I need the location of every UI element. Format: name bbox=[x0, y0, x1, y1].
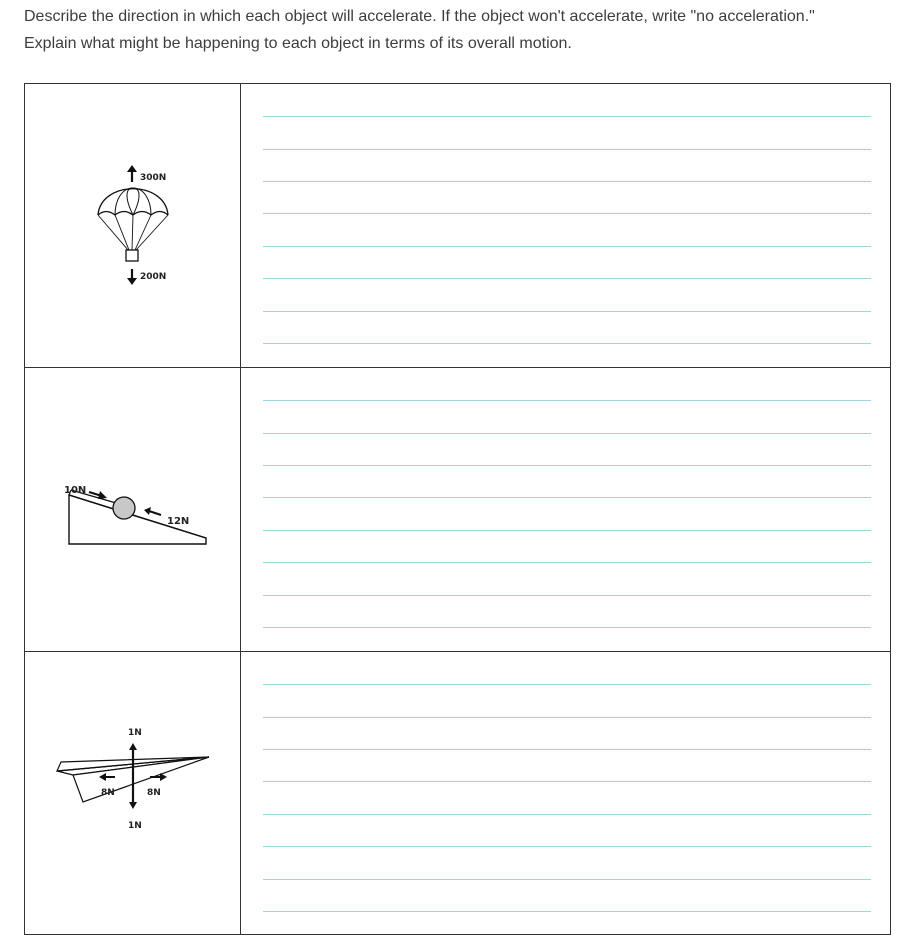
worksheet-row-ramp bbox=[25, 368, 890, 652]
answer-line bbox=[263, 562, 871, 563]
answer-line bbox=[263, 246, 871, 247]
force-label-up: 300N bbox=[140, 173, 167, 183]
answer-line bbox=[263, 595, 871, 596]
answer-line bbox=[263, 530, 871, 531]
answer-area[interactable] bbox=[241, 652, 890, 934]
answer-line bbox=[263, 846, 871, 847]
paper-airplane-icon bbox=[25, 652, 241, 934]
figure-cell bbox=[25, 368, 241, 651]
force-label-left: 8N bbox=[101, 788, 115, 798]
worksheet-row-parachute bbox=[25, 84, 890, 368]
worksheet-table bbox=[24, 83, 891, 935]
answer-line bbox=[263, 814, 871, 815]
force-label-down: 200N bbox=[140, 272, 167, 282]
instructions-text: Describe the direction in which each object will accelerate. If the object won't accelerate, write "no acceleration." Explain what might be happening to each object in terms of its overall motion. bbox=[24, 8, 815, 52]
answer-line bbox=[263, 684, 871, 685]
answer-line bbox=[263, 278, 871, 279]
figure-cell bbox=[25, 84, 241, 367]
ball-on-ramp-icon bbox=[25, 368, 241, 652]
answer-line bbox=[263, 749, 871, 750]
answer-area[interactable] bbox=[241, 84, 890, 367]
answer-line bbox=[263, 911, 871, 912]
figure-cell bbox=[25, 652, 241, 934]
answer-line bbox=[263, 433, 871, 434]
force-label-left: 10N bbox=[64, 485, 87, 496]
answer-line bbox=[263, 879, 871, 880]
answer-line bbox=[263, 717, 871, 718]
force-label-down: 1N bbox=[128, 821, 142, 831]
answer-line bbox=[263, 149, 871, 150]
force-label-right: 8N bbox=[147, 788, 161, 798]
force-label-up: 1N bbox=[128, 728, 142, 738]
force-label-right: 12N bbox=[167, 516, 190, 527]
answer-line bbox=[263, 311, 871, 312]
answer-line bbox=[263, 343, 871, 344]
parachute-icon bbox=[25, 84, 241, 368]
answer-line bbox=[263, 181, 871, 182]
answer-line bbox=[263, 213, 871, 214]
worksheet-row-airplane bbox=[25, 652, 890, 934]
answer-line bbox=[263, 497, 871, 498]
answer-line bbox=[263, 465, 871, 466]
answer-line bbox=[263, 400, 871, 401]
answer-area[interactable] bbox=[241, 368, 890, 651]
answer-line bbox=[263, 781, 871, 782]
answer-line bbox=[263, 627, 871, 628]
answer-line bbox=[263, 116, 871, 117]
